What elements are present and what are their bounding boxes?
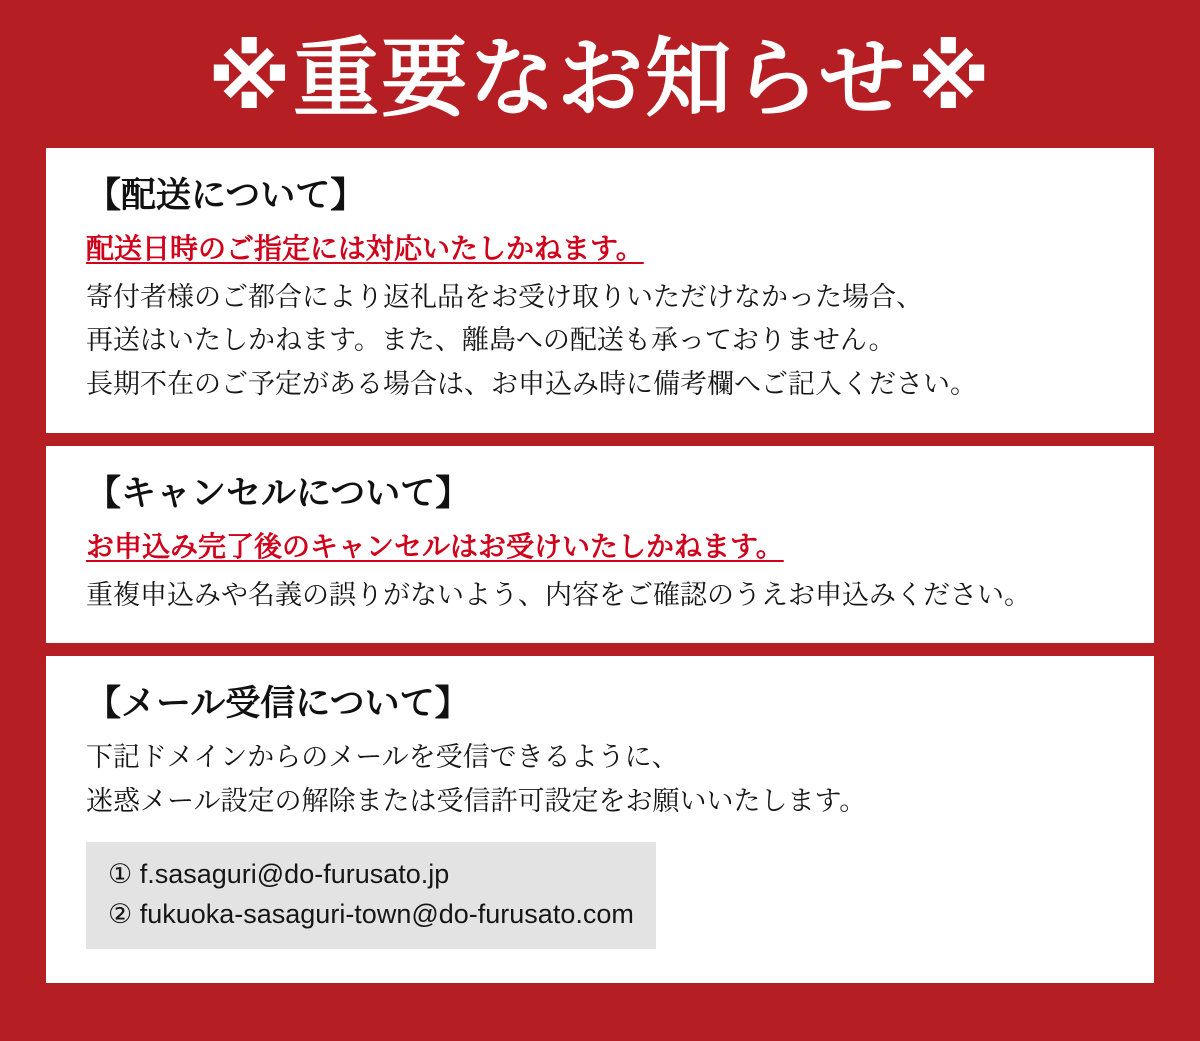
section-body-line: 再送はいたしかねます。また、離島への配送も承っておりません。 [86,325,896,356]
section-alert-text: 配送日時のご指定には対応いたしかねます。 [86,232,644,264]
mail-address-item: ① f.sasaguri@do-furusato.jp [108,858,450,889]
section-card-cancellation [46,446,1154,643]
section-card-shipping [46,148,1154,433]
section-body-line: 寄付者様のご都合により返礼品をお受け取りいただけなかった場合、 [86,281,923,312]
mail-address-item: ② fukuoka-sasaguri-town@do-furusato.com [108,899,634,930]
section-body-line: 重複申込みや名義の誤りがないよう、内容をご確認のうえお申込みください。 [86,579,1031,610]
section-body-line: 迷惑メール設定の解除または受信許可設定をお願いいたします。 [86,785,867,816]
mail-domain-box [86,842,656,949]
section-title: 【配送について】 [86,176,366,215]
page-title: ※重要なお知らせ※ [207,31,993,127]
section-title: 【キャンセルについて】 [86,473,471,513]
section-body-line: 下記ドメインからのメールを受信できるように、 [86,742,679,773]
section-alert-text: お申込み完了後のキャンセルはお受けいたしかねます。 [86,530,784,562]
section-body-line: 長期不在のご予定がある場合は、お申込み時に備考欄へご記入ください。 [86,369,977,400]
section-title: 【メール受信について】 [86,684,470,724]
section-card-mail [46,656,1154,982]
